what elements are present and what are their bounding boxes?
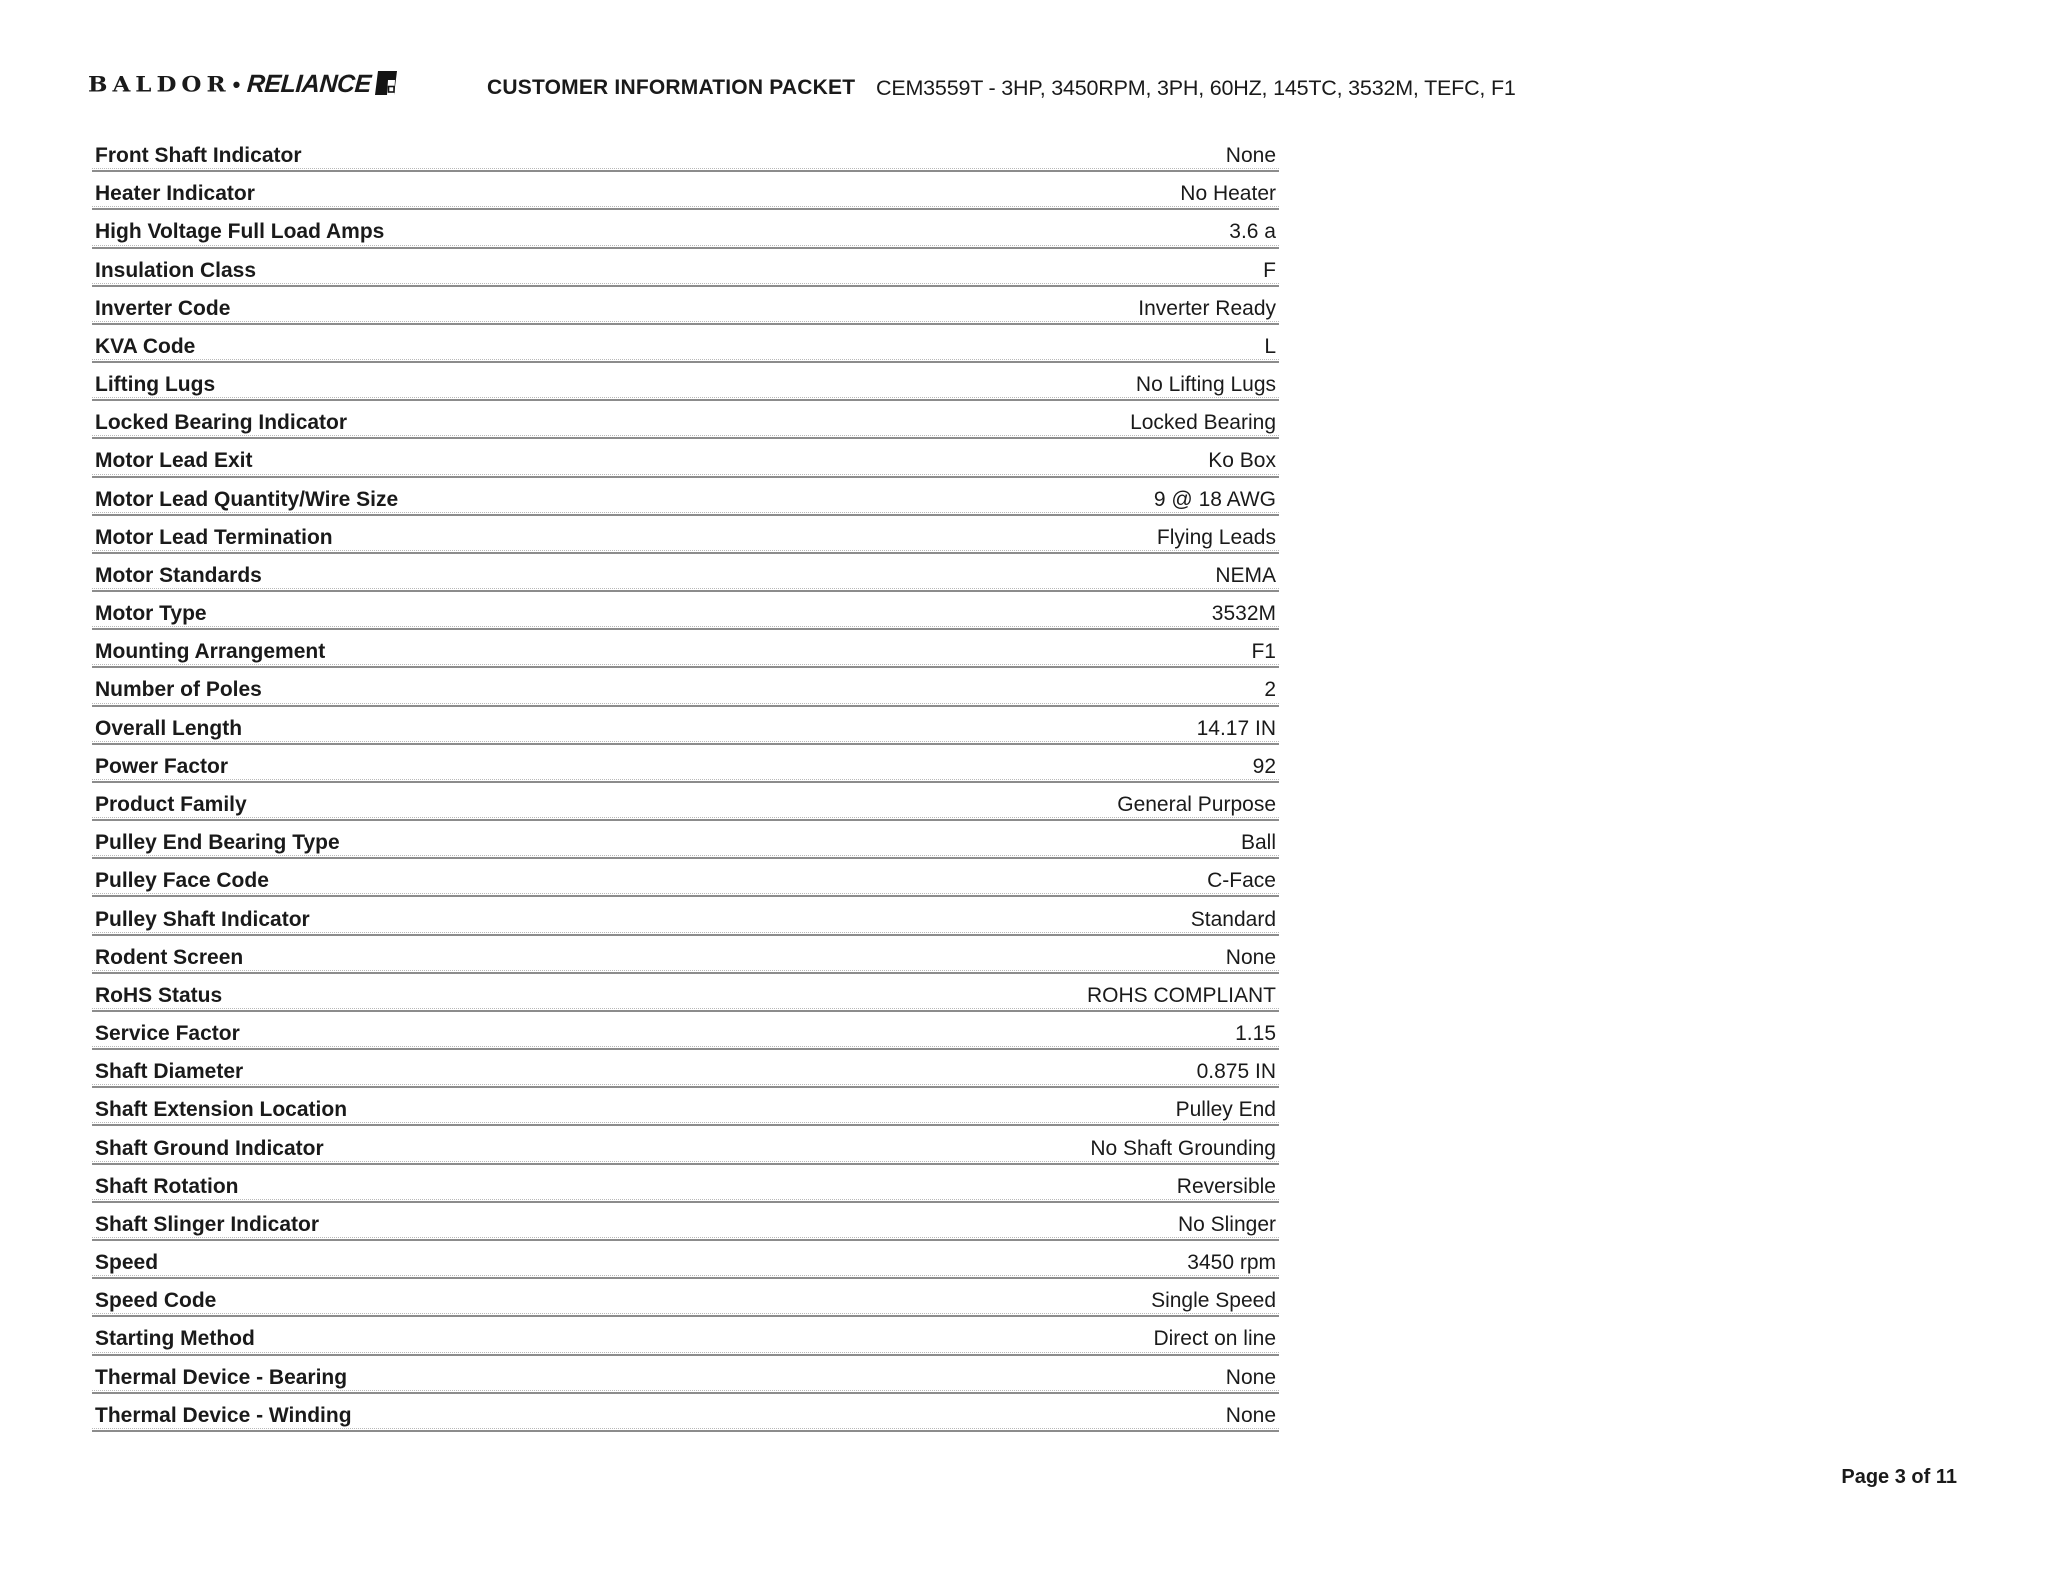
spec-label: Mounting Arrangement <box>95 640 326 664</box>
spec-row <box>92 1013 1279 1051</box>
spec-value: Reversible <box>1176 1174 1276 1198</box>
spec-row <box>92 669 1279 707</box>
spec-value: General Purpose <box>1117 793 1276 816</box>
spec-value: C-Face <box>1207 869 1276 893</box>
spec-label: Service Factor <box>95 1022 240 1046</box>
spec-value: Pulley End <box>1175 1098 1276 1122</box>
spec-value: F1 <box>1251 640 1276 664</box>
spec-label: Speed <box>95 1251 159 1275</box>
spec-row <box>92 173 1279 211</box>
spec-label: Insulation Class <box>95 258 257 282</box>
spec-row <box>92 937 1279 975</box>
spec-value: No Heater <box>1180 182 1276 206</box>
logo-bullet-separator: • <box>232 71 241 97</box>
spec-label: Number of Poles <box>95 678 262 702</box>
spec-label: Shaft Diameter <box>95 1060 244 1084</box>
spec-value: 3.6 a <box>1229 220 1276 244</box>
spec-row <box>92 1357 1279 1395</box>
logo-reliance-text: RELIANCE <box>246 70 373 98</box>
spec-row <box>92 1089 1279 1127</box>
spec-row <box>92 631 1279 669</box>
spec-value: No Slinger <box>1177 1212 1276 1236</box>
spec-row <box>92 1395 1279 1433</box>
spec-value: Direct on line <box>1153 1327 1276 1351</box>
spec-label: Shaft Ground Indicator <box>95 1136 324 1160</box>
spec-label: Pulley End Bearing Type <box>95 831 340 855</box>
spec-label: Overall Length <box>95 716 243 740</box>
spec-row <box>92 1318 1279 1356</box>
spec-table <box>92 135 1279 1433</box>
spec-value: 1.15 <box>1235 1022 1276 1046</box>
spec-label: Motor Lead Termination <box>95 525 333 549</box>
spec-label: Heater Indicator <box>95 182 255 206</box>
spec-value: F <box>1263 258 1276 282</box>
spec-row <box>92 708 1279 746</box>
logo-baldor-text: BALDOR <box>88 72 231 97</box>
spec-label: Motor Lead Exit <box>95 449 253 473</box>
spec-value: 3450 rpm <box>1187 1251 1276 1275</box>
spec-label: Pulley Shaft Indicator <box>95 907 310 931</box>
spec-row <box>92 1204 1279 1242</box>
spec-value: 2 <box>1264 678 1276 702</box>
spec-label: Rodent Screen <box>95 945 244 969</box>
spec-row <box>92 479 1279 517</box>
spec-row <box>92 593 1279 631</box>
spec-value: No Shaft Grounding <box>1090 1136 1276 1160</box>
spec-row <box>92 402 1279 440</box>
spec-label: Product Family <box>95 793 247 816</box>
spec-value: No Lifting Lugs <box>1135 373 1276 397</box>
spec-row <box>92 784 1279 822</box>
spec-value: Single Speed <box>1151 1289 1276 1313</box>
spec-label: Shaft Slinger Indicator <box>95 1212 320 1236</box>
spec-row <box>92 440 1279 478</box>
spec-label: Speed Code <box>95 1289 217 1313</box>
spec-row <box>92 326 1279 364</box>
spec-value: ROHS COMPLIANT <box>1086 983 1276 1007</box>
spec-label: KVA Code <box>95 334 196 358</box>
spec-label: Motor Lead Quantity/Wire Size <box>95 487 399 511</box>
spec-value: None <box>1225 1403 1276 1427</box>
spec-label: High Voltage Full Load Amps <box>95 220 385 244</box>
spec-row <box>92 517 1279 555</box>
spec-row <box>92 1280 1279 1318</box>
reliance-r-mark-icon <box>375 71 397 100</box>
spec-row <box>92 1166 1279 1204</box>
spec-row <box>92 1127 1279 1165</box>
spec-value: 9 @ 18 AWG <box>1153 487 1276 511</box>
spec-label: Power Factor <box>95 754 229 778</box>
document-title: CUSTOMER INFORMATION PACKET <box>487 76 856 99</box>
spec-label: Motor Standards <box>95 563 262 587</box>
spec-value: 92 <box>1252 754 1276 778</box>
spec-value: Ko Box <box>1208 449 1276 473</box>
spec-value: Flying Leads <box>1156 525 1276 549</box>
spec-label: Starting Method <box>95 1327 255 1351</box>
spec-label: Thermal Device - Winding <box>95 1403 352 1427</box>
product-description: CEM3559T - 3HP, 3450RPM, 3PH, 60HZ, 145TC, 3532M, TEFC, F1 <box>876 76 1516 100</box>
spec-label: Shaft Extension Location <box>95 1098 348 1122</box>
spec-row <box>92 822 1279 860</box>
spec-value: None <box>1225 144 1276 168</box>
spec-row <box>92 975 1279 1013</box>
spec-label: Motor Type <box>95 602 207 626</box>
spec-value: NEMA <box>1215 563 1276 587</box>
spec-value: None <box>1225 1365 1276 1389</box>
spec-value: 14.17 IN <box>1196 716 1276 740</box>
spec-value: Inverter Ready <box>1138 296 1276 320</box>
spec-label: Thermal Device - Bearing <box>95 1365 348 1389</box>
spec-value: Locked Bearing <box>1130 411 1276 435</box>
spec-row <box>92 135 1279 173</box>
spec-label: Pulley Face Code <box>95 869 269 893</box>
spec-row <box>92 250 1279 288</box>
spec-label: Lifting Lugs <box>95 373 216 397</box>
spec-value: L <box>1264 334 1276 358</box>
spec-value: 3532M <box>1211 602 1276 626</box>
spec-row <box>92 1051 1279 1089</box>
spec-label: Front Shaft Indicator <box>95 144 302 168</box>
spec-value: Ball <box>1240 831 1276 855</box>
spec-row <box>92 860 1279 898</box>
spec-row <box>92 555 1279 593</box>
spec-value: 0.875 IN <box>1196 1060 1276 1084</box>
spec-row <box>92 288 1279 326</box>
spec-label: Locked Bearing Indicator <box>95 411 348 435</box>
spec-row <box>92 898 1279 936</box>
baldor-reliance-logo <box>88 70 397 99</box>
spec-value: None <box>1225 945 1276 969</box>
spec-row <box>92 746 1279 784</box>
spec-label: Shaft Rotation <box>95 1174 239 1198</box>
spec-label: Inverter Code <box>95 296 231 320</box>
spec-value: Standard <box>1190 907 1276 931</box>
page-number: Page 3 of 11 <box>1841 1466 1957 1488</box>
spec-row <box>92 211 1279 249</box>
spec-row <box>92 364 1279 402</box>
spec-label: RoHS Status <box>95 983 223 1007</box>
spec-row <box>92 1242 1279 1280</box>
